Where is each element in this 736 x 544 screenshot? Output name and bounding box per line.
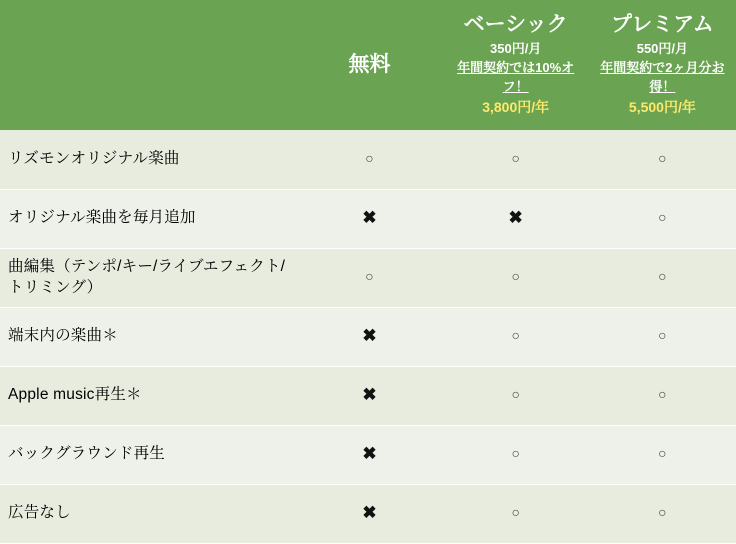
plan-note-basic: 年間契約では10%オフ！ [457,59,575,94]
cell-free [296,366,442,425]
table-row [0,366,736,425]
mark-value: ✖ [362,208,377,228]
mark-value: ○ [658,504,667,521]
cell-premium [589,307,736,366]
mark-value: ○ [511,327,520,344]
mark-value: ○ [658,327,667,344]
mark-value: ○ [511,386,520,403]
cell-free [296,425,442,484]
mark-value: ○ [658,268,667,285]
plan-name-basic: ベーシック [463,13,568,37]
plan-name-free: 無料 [348,52,391,76]
header-row [0,0,736,130]
header-plan-free [296,0,442,130]
table-row [0,307,736,366]
header-feature-column [0,0,296,130]
table-row [0,248,736,307]
table-row [0,189,736,248]
mark-value: ○ [658,445,667,462]
cell-basic [443,307,589,366]
cell-premium [589,484,736,543]
plan-year-basic: 3,800円/年 [482,98,550,115]
plan-price-premium: 550円/月 [636,40,689,56]
mark-value: ○ [511,268,520,285]
cell-basic [443,248,589,307]
feature-label: リズモンオリジナル楽曲 [0,130,296,189]
mark-value: ✖ [362,503,377,523]
table-body [0,130,736,543]
mark-value: ✖ [362,326,377,346]
header-plan-basic [443,0,589,130]
feature-label: 曲編集（テンポ/キー/ライブエフェクト/トリミング） [0,248,296,307]
mark-value: ○ [511,445,520,462]
feature-label: Apple music再生＊ [0,366,296,425]
plan-price-basic: 350円/月 [490,40,542,56]
mark-value: ○ [658,386,667,403]
cell-basic [443,366,589,425]
plan-note-premium: 年間契約で2ヶ月分お得！ [600,59,725,94]
mark-value: ○ [658,209,667,226]
feature-label: オリジナル楽曲を毎月追加 [0,189,296,248]
mark-value: ○ [365,150,374,167]
cell-basic [443,425,589,484]
mark-value: ✖ [362,385,377,405]
cell-basic [443,189,589,248]
plan-name-premium: プレミアム [611,13,714,37]
cell-free [296,189,442,248]
table-header [0,0,736,130]
mark-value: ○ [365,268,374,285]
table-row [0,130,736,189]
cell-basic [443,484,589,543]
feature-label: 端末内の楽曲＊ [0,307,296,366]
cell-free [296,484,442,543]
cell-premium [589,366,736,425]
table-row [0,484,736,543]
mark-value: ○ [658,150,667,167]
cell-premium [589,130,736,189]
feature-label: 広告なし [0,484,296,543]
mark-value: ✖ [362,444,377,464]
cell-free [296,307,442,366]
plan-year-premium: 5,500円/年 [628,98,696,115]
cell-premium [589,425,736,484]
cell-basic [443,130,589,189]
feature-label: バックグラウンド再生 [0,425,296,484]
cell-premium [589,189,736,248]
cell-premium [589,248,736,307]
cell-free [296,248,442,307]
mark-value: ✖ [508,208,523,228]
mark-value: ○ [511,504,520,521]
header-plan-premium [589,0,736,130]
table-row [0,425,736,484]
mark-value: ○ [511,150,520,167]
cell-free [296,130,442,189]
